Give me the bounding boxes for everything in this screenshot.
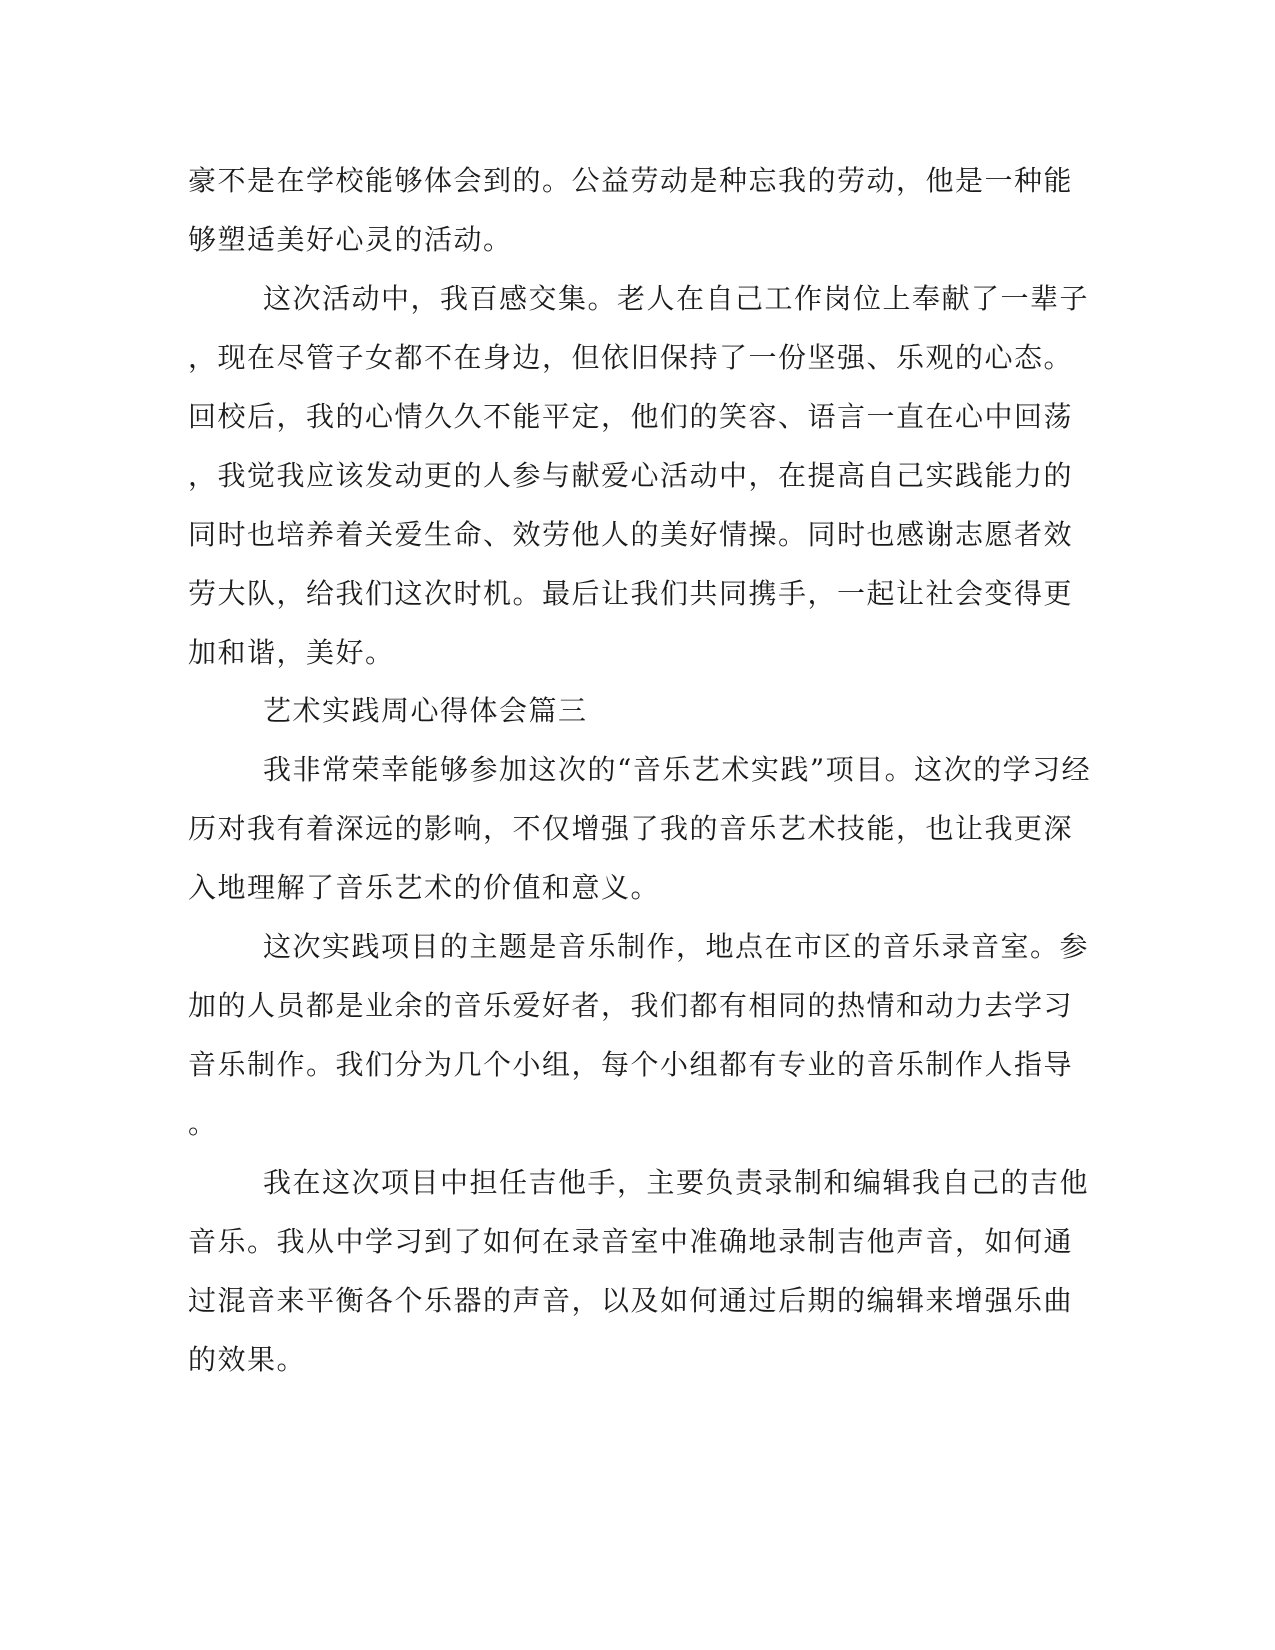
text-line: 加和谐，美好。 (188, 636, 395, 669)
text-line: 劳大队，给我们这次时机。最后让我们共同携手，一起让社会变得更 (188, 577, 1074, 610)
text-line: 豪不是在学校能够体会到的。公益劳动是种忘我的劳动，他是一种能 (188, 164, 1074, 197)
text-line: 这次实践项目的主题是音乐制作，地点在市区的音乐录音室。参 (263, 930, 1090, 963)
text-line: 这次活动中，我百感交集。老人在自己工作岗位上奉献了一辈子 (263, 282, 1090, 315)
text-line: 音乐制作。我们分为几个小组，每个小组都有专业的音乐制作人指导 (188, 1048, 1074, 1081)
text-line: 入地理解了音乐艺术的价值和意义。 (188, 871, 661, 904)
text-line: 够塑适美好心灵的活动。 (188, 223, 513, 256)
section-heading: 艺术实践周心得体会篇三 (263, 694, 588, 727)
text-line: 的效果。 (188, 1343, 307, 1376)
text-line: 音乐。我从中学习到了如何在录音室中准确地录制吉他声音，如何通 (188, 1225, 1074, 1258)
text-line: 我非常荣幸能够参加这次的“音乐艺术实践”项目。这次的学习经 (263, 753, 1092, 786)
text-line: 加的人员都是业余的音乐爱好者，我们都有相同的热情和动力去学习 (188, 989, 1074, 1022)
text-line: 同时也培养着关爱生命、效劳他人的美好情操。同时也感谢志愿者效 (188, 518, 1074, 551)
text-line: 历对我有着深远的影响，不仅增强了我的音乐艺术技能，也让我更深 (188, 812, 1074, 845)
text-line: 过混音来平衡各个乐器的声音，以及如何通过后期的编辑来增强乐曲 (188, 1284, 1074, 1317)
text-line: 。 (188, 1107, 218, 1140)
text-line: 回校后，我的心情久久不能平定，他们的笑容、语言一直在心中回荡 (188, 400, 1074, 433)
text-line: ，我觉我应该发动更的人参与献爱心活动中，在提高自己实践能力的 (188, 459, 1074, 492)
text-line: ，现在尽管子女都不在身边，但依旧保持了一份坚强、乐观的心态。 (188, 341, 1074, 374)
text-line: 我在这次项目中担任吉他手，主要负责录制和编辑我自己的吉他 (263, 1166, 1090, 1199)
